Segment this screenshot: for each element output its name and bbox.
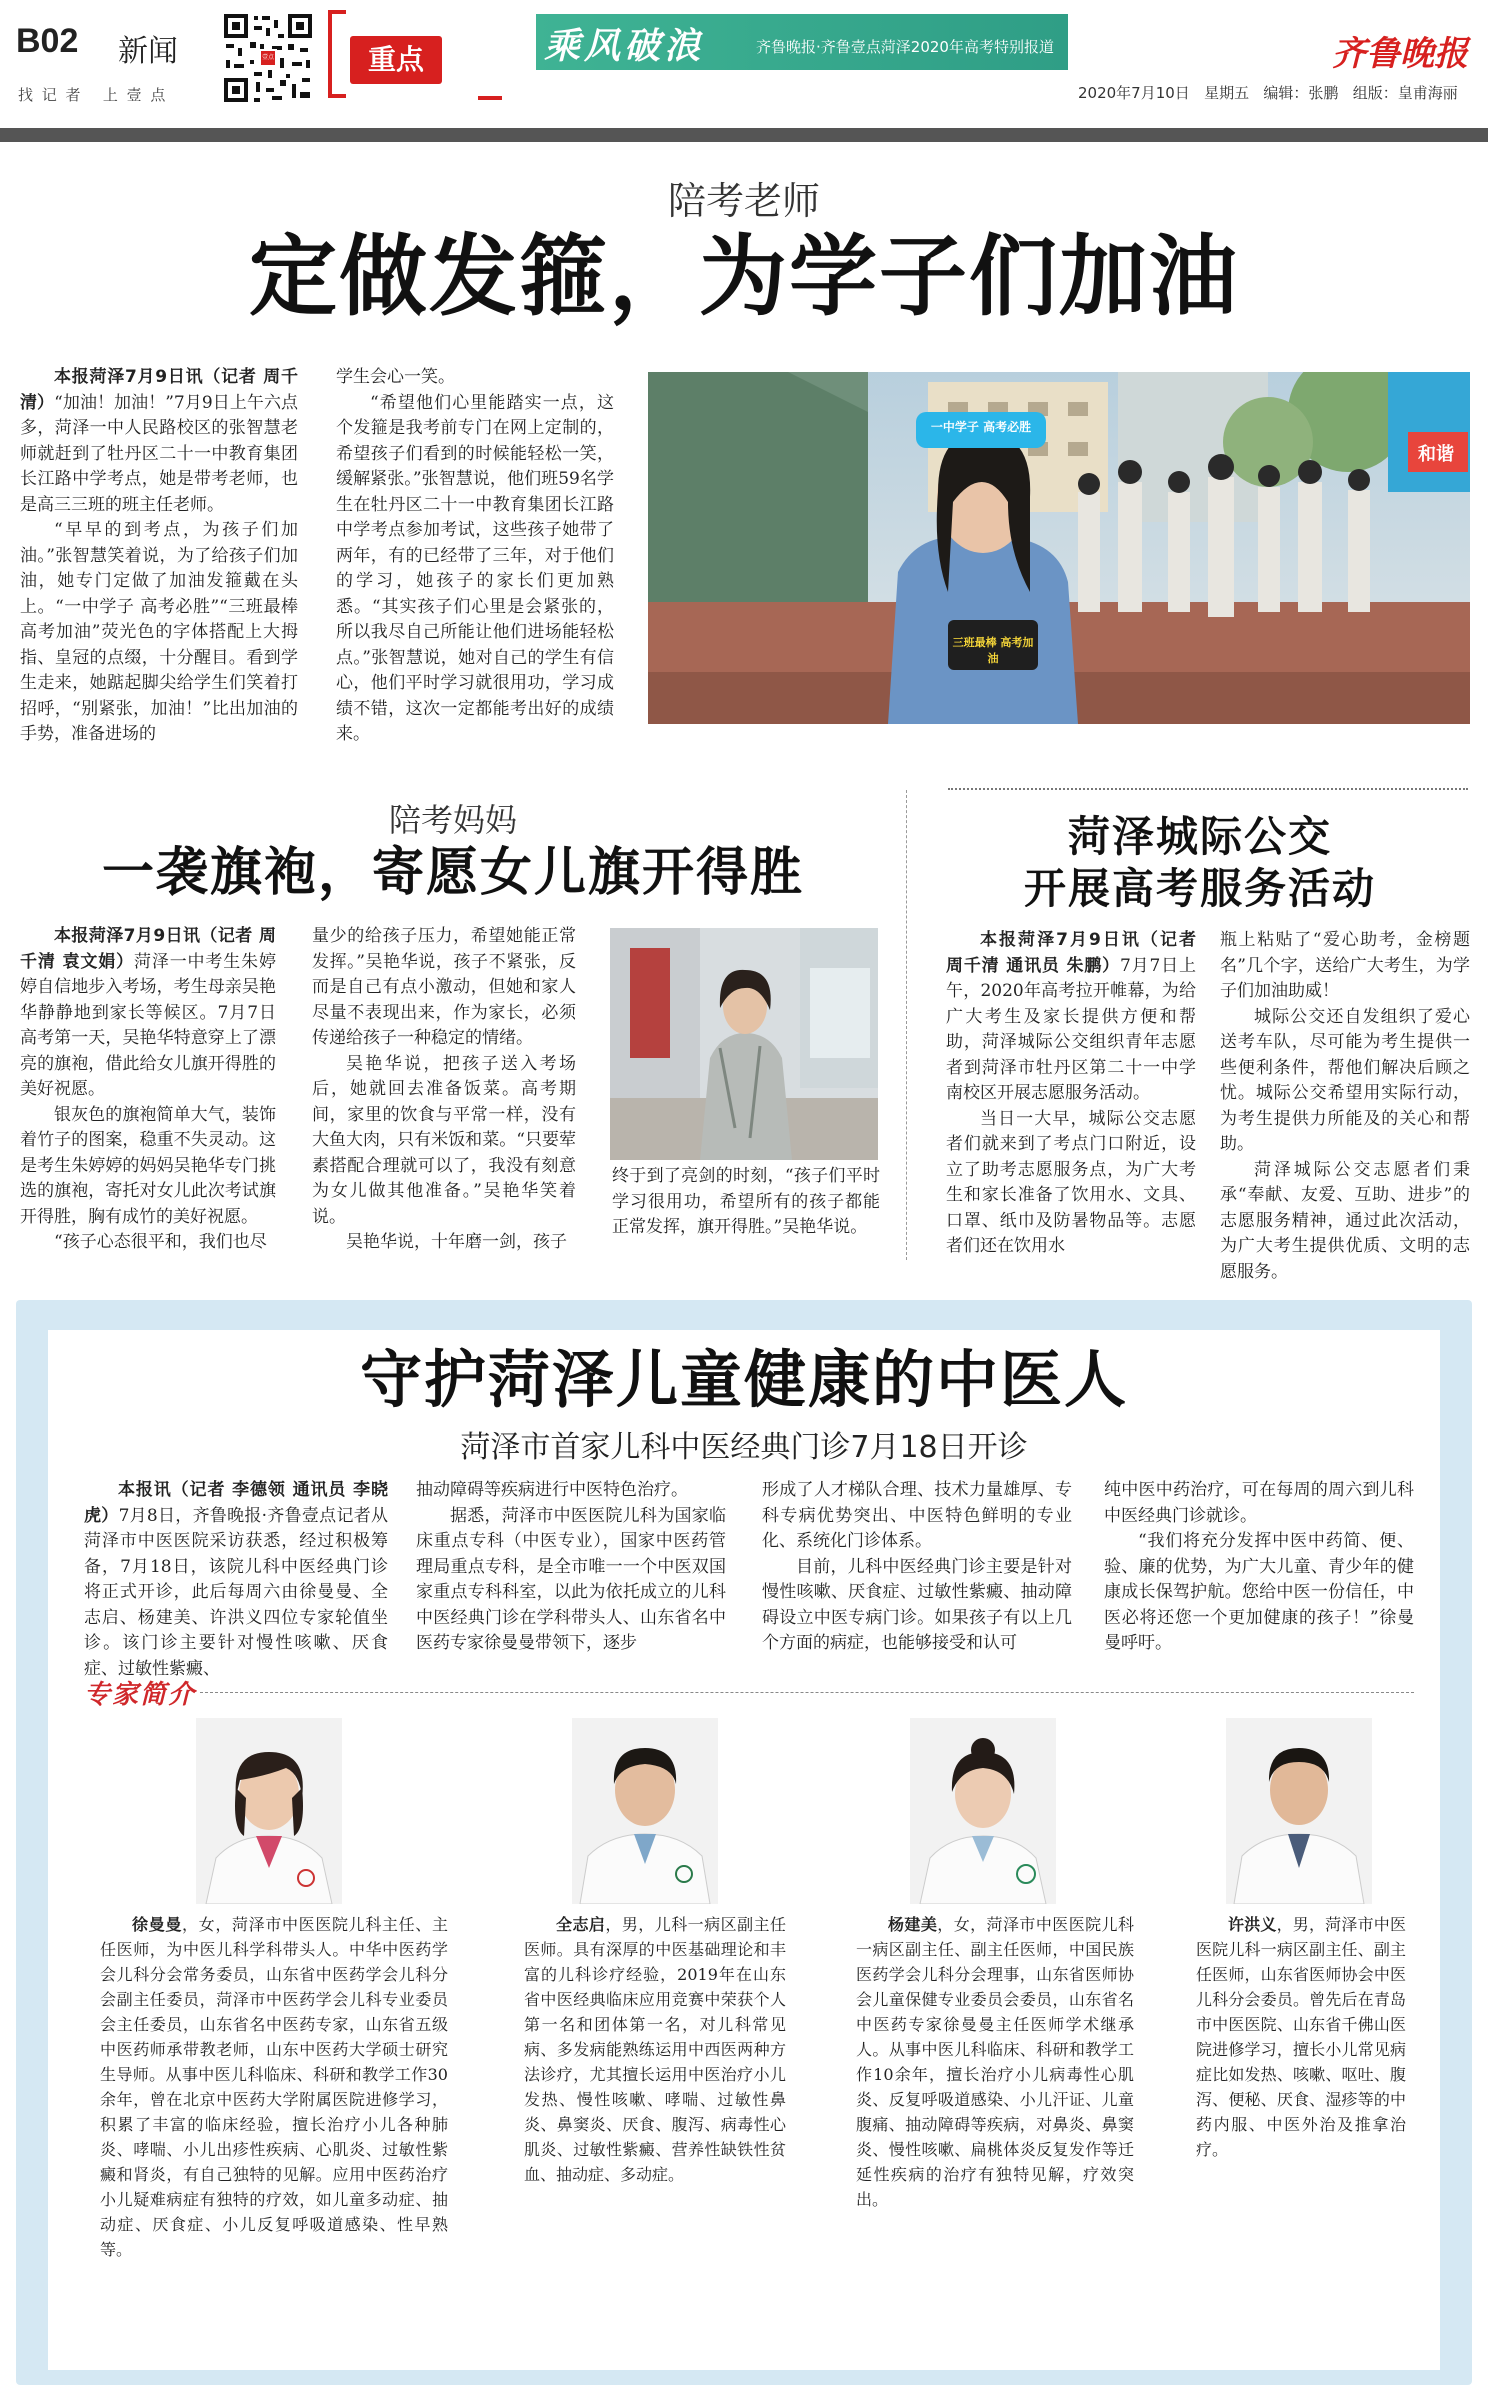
story4-column-2	[416, 1478, 726, 1657]
expert-bio	[1196, 1912, 1406, 2162]
story1-paragraph: “早早的到考点，为孩子们加油。”张智慧笑着说，为了给孩子们加油，她专门定做了加油发箍戴在头上。“一中学子 高考必胜”“三班最棒 高考加油”荧光色的字体搭配上大拇指、皇冠的点缀，十分醒目。看到学生走来，她踮起脚尖给学生们笑着打招呼，“别紧张，加油！”比出加油的手势，准备进场的	[20, 520, 298, 744]
expert-portrait-image	[1226, 1718, 1372, 1904]
story1-byline: 本报菏泽7月9日讯（记者 周千清）	[20, 367, 298, 413]
story2-paragraph: 菏泽一中考生朱婷婷自信地步入考场，考生母亲吴艳华静静地到家长等候区。7月7日高考第一天，吴艳华特意穿上了漂亮的旗袍，借此给女儿旗开得胜的美好祝愿。	[20, 951, 277, 1099]
story1-paragraph: 学生会心一笑。	[336, 367, 455, 387]
story3-paragraph: 城际公交还自发组织了爱心送考车队，尽可能为考生提供一些便利条件，帮他们解决后顾之忧。城际公交希望用实际行动，为考生提供力所能及的关心和帮助。	[1220, 1006, 1470, 1154]
expert-portrait-image	[910, 1718, 1056, 1904]
banner-calligraphy: 乘风破浪	[544, 25, 705, 67]
expert-portrait-image	[196, 1718, 342, 1904]
fan-card-text: 三班最棒 高考加油	[952, 636, 1034, 665]
expert-name: 徐曼曼	[132, 1915, 182, 1934]
story1-paragraph: “希望他们心里能踏实一点，这个发箍是我考前专门在网上定制的，希望孩子们看到的时候能轻松一笑，缓解紧张。”张智慧说，他们班59名学生在牡丹区二十一中教育集团长江路中学考点参加考试，这些孩子她带了两年，有的已经带了三年，对于他们的学习，她孩子的家长们更加熟悉。“其实孩子们心里是会紧张的，所以我尽自己所能让他们进场能轻松点。”张智慧说，她对自己的学生有信心，他们平时学习就很用功，学习成绩不错，这次一定都能考出好的成绩来。	[336, 392, 614, 744]
story4-column-1	[84, 1478, 388, 1682]
story4-paragraph: 目前，儿科中医经典门诊主要是针对慢性咳嗽、厌食症、过敏性紫癜、抽动障碍设立中医专病门诊。如果孩子有以上几个方面的病症，也能够接受和认可	[762, 1556, 1072, 1653]
story2-column-3	[612, 1164, 880, 1241]
experts-label: 专家简介	[84, 1680, 197, 1710]
corner-bracket-left	[328, 10, 346, 98]
headband-text: 一中学子 高考必胜	[930, 420, 1032, 434]
story1-headline: 定做发箍，为学子们加油	[248, 225, 1239, 328]
story1-photo-image	[648, 372, 1470, 724]
expert-bio	[856, 1912, 1134, 2212]
story2-photo	[610, 928, 878, 1160]
column-divider	[906, 790, 907, 1260]
masthead	[0, 0, 1488, 130]
story1-photo	[648, 372, 1470, 724]
expert-bio-text: ，男，儿科一病区副主任医师。具有深厚的中医基础理论和丰富的儿科诊疗经验，2019年在山东省中医经典临床应用竞赛中荣获个人第一名和团体第一名，对儿科常见病、多发病能熟练运用中西医两种方法诊疗，尤其擅长运用中医治疗小儿发热、慢性咳嗽、哮喘、过敏性鼻炎、鼻窦炎、厌食、腹泻、病毒性心肌炎、过敏性紫癜、营养性缺铁性贫血、抽动症、多动症。	[524, 1915, 786, 2184]
story4-paragraph: 抽动障碍等疾病进行中医特色治疗。	[416, 1480, 688, 1500]
experts-label-rule	[200, 1692, 1414, 1693]
story3-headline-line1: 菏泽城际公交	[1067, 812, 1332, 861]
story2-headline: 一袭旗袍，寄愿女儿旗开得胜	[101, 843, 804, 903]
masthead-dark-band	[0, 128, 1488, 142]
story4-headline: 守护菏泽儿童健康的中医人	[359, 1343, 1128, 1416]
qr-badge: 壹点	[261, 54, 274, 61]
story2-paragraph: “孩子心态很平和，我们也尽	[54, 1232, 267, 1252]
date-editor-line: 2020年7月10日 星期五 编辑：张鹏 组版：皇甫海丽	[1078, 84, 1458, 102]
expert-bio	[100, 1912, 448, 2262]
sign-text: 和谐	[1418, 444, 1454, 465]
story3-headline-line2: 开展高考服务活动	[1023, 864, 1376, 913]
qr-caption: 找 记 者 上 壹 点	[18, 86, 168, 104]
banner-caption: 齐鲁晚报·齐鲁壹点菏泽2020年高考特别报道	[756, 38, 1054, 56]
story4-paragraph: 据悉，菏泽市中医医院儿科为国家临床重点专科（中医专业），国家中医药管理局重点专科，是全市唯一一个中医双国家重点专科科室，以此为依托成立的儿科中医经典门诊在学科带头人、山东省名中医药专家徐曼曼带领下，逐步	[416, 1505, 726, 1653]
story2-paragraph: 量少的给孩子压力，希望她能正常发挥。”吴艳华说，孩子不紧张，反而是自己有点小激动，但她和家人尽量不表现出来，作为家长，必须传递给孩子一种稳定的情绪。	[312, 926, 576, 1048]
expert-portrait	[910, 1718, 1056, 1904]
story4-column-3	[762, 1478, 1072, 1657]
story3-paragraph: 瓶上粘贴了“爱心助考，金榜题名”几个字，送给广大考生，为学子们加油助威！	[1220, 930, 1470, 1001]
expert-bio-text: ，男，菏泽市中医医院儿科一病区副主任、副主任医师，山东省医师协会中医儿科分会委员。曾先后在青岛市中医医院、山东省千佛山医院进修学习，擅长小儿常见病症比如发热、咳嗽、呕吐、腹泻、便秘、厌食、湿疹等的中药内服、中医外治及推拿治疗。	[1196, 1915, 1406, 2159]
story3-column-1	[946, 928, 1196, 1260]
expert-bio-text: ，女，菏泽市中医医院儿科主任、主任医师，为中医儿科学科带头人。中华中医药学会儿科分会常务委员，山东省中医药学会儿科分会副主任委员，菏泽市中医药学会儿科专业委员会主任委员，山东省名中医药专家，山东省五级中医药师承带教老师，山东中医药大学硕士研究生导师。从事中医儿科临床、科研和教学工作30余年，曾在北京中医药大学附属医院进修学习，积累了丰富的临床经验，擅长治疗小儿各种肺炎、哮喘、小儿出疹性疾病、心肌炎、过敏性紫癜和肾炎，有自己独特的见解。应用中医药治疗小儿疑难病症有独特的疗效，如儿童多动症、抽动症、厌食症、小儿反复呼吸道感染、性早熟等。	[100, 1915, 448, 2259]
story4-paragraph: 形成了人才梯队合理、技术力量雄厚、专科专病优势突出、中医特色鲜明的专业化、系统化门诊体系。	[762, 1480, 1072, 1551]
expert-bio	[524, 1912, 786, 2187]
story2-paragraph: 吴艳华说，把孩子送入考场后，她就回去准备饭菜。高考期间，家里的饮食与平常一样，没有大鱼大肉，只有米饭和菜。“只要荤素搭配合理就可以了，我没有刻意为女儿做其他准备。”吴艳华笑着说。	[312, 1053, 576, 1227]
story3-paragraph: 当日一大早，城际公交志愿者们就来到了考点门口附近，设立了助考志愿服务点，为广大考生和家长准备了饮用水、文具、口罩、纸巾及防暑物品等。志愿者们还在饮用水	[946, 1108, 1196, 1256]
story2-paragraph: 银灰色的旗袍简单大气，装饰着竹子的图案，稳重不失灵动。这是考生朱婷婷的妈妈吴艳华专门挑选的旗袍，寄托对女儿此次考试旗开得胜，胸有成竹的美好祝愿。	[20, 1104, 276, 1227]
section-name: 新闻	[118, 34, 178, 69]
section-tag-label: 重点	[367, 43, 424, 76]
story1-paragraph: “加油！加油！”7月9日上午六点多，菏泽一中人民路校区的张智慧老师就赶到了牡丹区二十一中教育集团长江路中学考点，她是带考老师，也是高三三班的班主任老师。	[20, 392, 298, 515]
expert-portrait-image	[572, 1718, 718, 1904]
story2-byline: 本报菏泽7月9日讯（记者 周千清 袁文娟）	[20, 926, 276, 972]
story1-column-1	[20, 365, 298, 748]
story2-column-2	[312, 924, 576, 1256]
expert-portrait	[196, 1718, 342, 1904]
page-number: B02	[16, 22, 79, 60]
paper-name-logo: 齐鲁晚报	[1332, 34, 1468, 74]
story3-paragraph: 菏泽城际公交志愿者们秉承“奉献、友爱、互助、进步”的志愿服务精神，通过此次活动，为广大考生提供优质、文明的志愿服务。	[1220, 1159, 1470, 1282]
story3-paragraph: 7月7日上午，2020年高考拉开帷幕，为给广大考生及家长提供方便和帮助，菏泽城际公交组织青年志愿者到菏泽市牡丹区第二十一中学南校区开展志愿服务活动。	[946, 955, 1196, 1103]
expert-portrait	[572, 1718, 718, 1904]
story3-top-rule	[948, 788, 1468, 790]
corner-bracket-right	[478, 96, 502, 102]
story4-paragraph: 纯中医中药治疗，可在每周的周六到儿科中医经典门诊就诊。	[1104, 1480, 1414, 1526]
story2-column-1	[20, 924, 276, 1256]
story4-paragraph: 7月8日，齐鲁晚报·齐鲁壹点记者从菏泽市中医医院采访获悉，经过积极筹备，7月18日，该院儿科中医经典门诊将正式开诊，此后每周六由徐曼曼、全志启、杨建美、许洪义四位专家轮值坐诊。该门诊主要针对慢性咳嗽、厌食症、过敏性紫癜、	[84, 1505, 389, 1679]
story2-kicker: 陪考妈妈	[388, 801, 517, 839]
story2-photo-image	[610, 928, 878, 1160]
story2-paragraph: 吴艳华说，十年磨一剑，孩子	[346, 1232, 567, 1252]
story3-byline: 本报菏泽7月9日讯（记者 周千清 通讯员 朱鹏）	[946, 930, 1196, 976]
special-report-banner	[536, 14, 1068, 70]
story4-column-4	[1104, 1478, 1414, 1657]
expert-portrait	[1226, 1718, 1372, 1904]
story4-byline: 本报讯（记者 李德领 通讯员 李晓虎）	[84, 1480, 388, 1526]
story1-kicker: 陪考老师	[667, 179, 820, 223]
section-tag	[350, 36, 442, 84]
story4-paragraph: “我们将充分发挥中医中药简、便、验、廉的优势，为广大儿童、青少年的健康成长保驾护航。您给中医一份信任，中医必将还您一个更加健康的孩子！”徐曼曼呼吁。	[1104, 1531, 1414, 1653]
story2-paragraph: 终于到了亮剑的时刻，“孩子们平时学习很用功，希望所有的孩子都能正常发挥，旗开得胜。”吴艳华说。	[612, 1166, 880, 1237]
expert-bio-text: ，女，菏泽市中医医院儿科一病区副主任、副主任医师，中国民族医药学会儿科分会理事，山东省医师协会儿童保健专业委员会委员，山东省名中医药专家徐曼曼主任医师学术继承人。从事中医儿科临床、科研和教学工作10余年，擅长治疗小儿病毒性心肌炎、反复呼吸道感染、小儿汗证、儿童腹痛、抽动障碍等疾病，对鼻炎、鼻窦炎、慢性咳嗽、扁桃体炎反复发作等迁延性疾病的治疗有独特见解，疗效突出。	[856, 1915, 1134, 2209]
expert-name: 杨建美	[888, 1915, 938, 1934]
expert-name: 全志启	[556, 1915, 606, 1934]
qr-code[interactable]	[222, 12, 314, 104]
expert-name: 许洪义	[1228, 1915, 1277, 1934]
story4-subheadline: 菏泽市首家儿科中医经典门诊7月18日开诊	[460, 1430, 1028, 1465]
story3-column-2	[1220, 928, 1470, 1285]
story1-column-2	[336, 365, 614, 748]
